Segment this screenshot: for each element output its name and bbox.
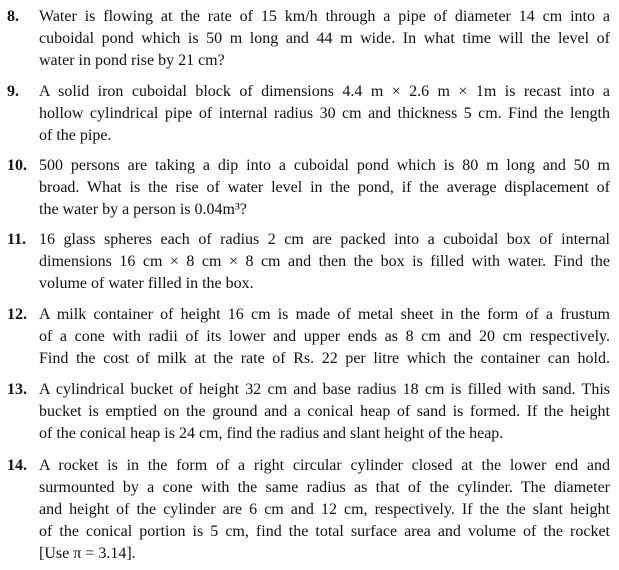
question-text-line: A milk container of height 16 cm is made of metal sheet in the form of a frustum: [39, 306, 610, 323]
question-text-line: 500 persons are taking a dip into a cuboidal pond which is 80 m long and 50 m: [39, 157, 610, 174]
question-text-line: Water is flowing at the rate of 15 km/h through a pipe of diameter 14 cm into a: [39, 8, 610, 25]
question-number: 13.: [7, 381, 27, 398]
question-text-line: bucket is emptied on the ground and a conical heap of sand is formed. If the height: [39, 403, 610, 420]
question-number: 12.: [7, 306, 27, 323]
question-text-line: of the conical heap is 24 cm, find the radius and slant height of the heap.: [39, 425, 504, 442]
question-text-line: Find the cost of milk at the rate of Rs. 22 per litre which the container can hold.: [39, 350, 610, 367]
question-number: 8.: [7, 8, 19, 25]
question-text-line: water in pond rise by 21 cm?: [39, 52, 225, 69]
question-text-line: A cylindrical bucket of height 32 cm and base radius 18 cm is filled with sand. This: [39, 381, 610, 398]
question-text-line: volume of water filled in the box.: [39, 275, 254, 292]
question-number: 9.: [7, 83, 19, 100]
question-text-line: [Use π = 3.14].: [39, 545, 136, 562]
question-text-line: the water by a person is 0.04m³?: [39, 201, 247, 218]
question-text-line: broad. What is the rise of water level in the pond, if the average displacement of: [39, 179, 610, 196]
question-text-line: cuboidal pond which is 50 m long and 44 m wide. In what time will the level of: [39, 30, 610, 47]
question-text-line: hollow cylindrical pipe of internal radius 30 cm and thickness 5 cm. Find the length: [39, 105, 610, 122]
question-text-line: A rocket is in the form of a right circular cylinder closed at the lower end and: [39, 457, 610, 474]
question-number: 14.: [7, 457, 27, 474]
question-text-line: dimensions 16 cm × 8 cm × 8 cm and then the box is filled with water. Find the: [39, 253, 610, 270]
question-text-line: of the conical portion is 5 cm, find the total surface area and volume of the rocket: [39, 523, 610, 540]
question-text-line: 16 glass spheres each of radius 2 cm are packed into a cuboidal box of internal: [39, 231, 610, 248]
question-text-line: A solid iron cuboidal block of dimensions 4.4 m × 2.6 m × 1m is recast into a: [39, 83, 610, 100]
question-number: 11.: [7, 231, 27, 248]
question-text-line: surmounted by a cone with the same radius as that of the cylinder. The diameter: [39, 479, 610, 496]
question-text-line: of a cone with radii of its lower and upper ends as 8 cm and 20 cm respectively.: [39, 328, 610, 345]
question-number: 10.: [7, 157, 27, 174]
question-text-line: and height of the cylinder are 6 cm and 12 cm, respectively. If the the slant height: [39, 501, 610, 518]
question-text-line: of the pipe.: [39, 127, 112, 144]
